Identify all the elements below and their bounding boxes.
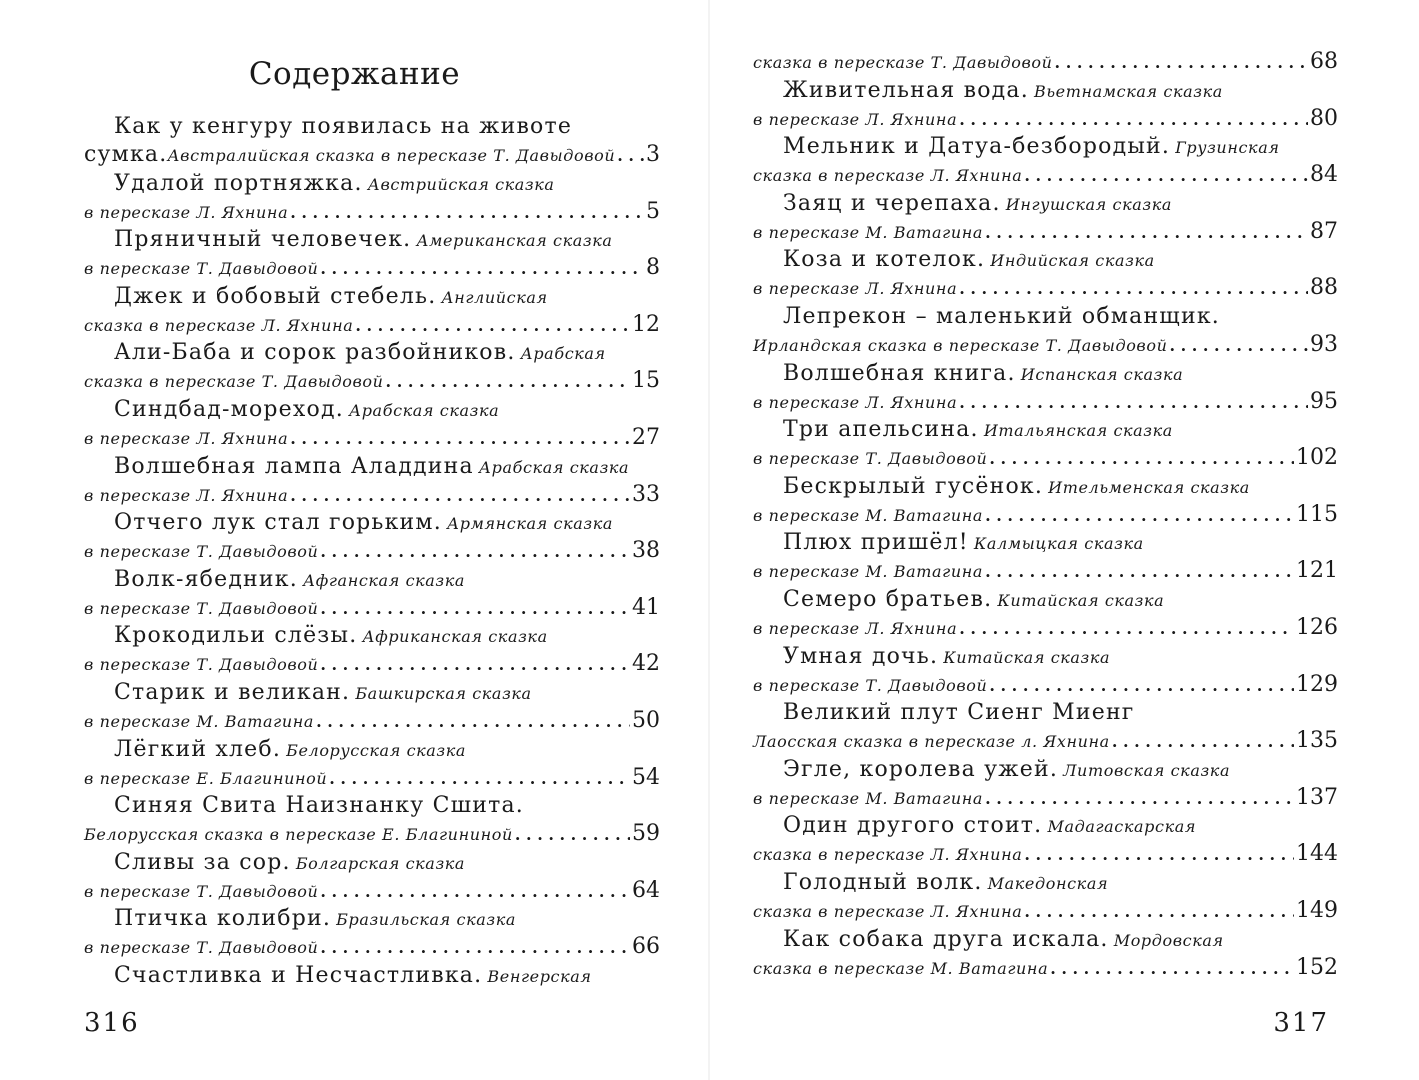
toc-entry	[753, 756, 1338, 813]
page-title: Содержание	[248, 56, 461, 92]
toc-leader-dots	[320, 934, 630, 962]
toc-entry-origin-start: Болгарская сказка	[295, 853, 466, 873]
page-number-left: 316	[84, 1008, 140, 1038]
toc-entry-page: 12	[632, 311, 660, 337]
toc-entry-line	[84, 877, 660, 906]
toc-entry-continued	[753, 48, 1338, 77]
toc-entry-page: 64	[632, 877, 660, 903]
toc-entry-line	[84, 820, 660, 849]
toc-entry	[84, 905, 660, 962]
toc-entry	[84, 962, 660, 990]
toc-entry-heading	[753, 246, 1338, 274]
toc-entry-origin: в пересказе Е. Благининой	[84, 768, 328, 788]
toc-entry-line	[753, 954, 1338, 983]
toc-entry-heading	[753, 926, 1338, 954]
toc-leader-dots	[515, 821, 630, 849]
toc-entry	[753, 246, 1338, 303]
toc-entry-heading	[753, 303, 1338, 331]
toc-entry-line	[753, 218, 1338, 247]
toc-entry-page: 135	[1296, 728, 1338, 754]
toc-entry-heading	[753, 473, 1338, 501]
toc-entry-origin: сказка в пересказе Л. Яхнина	[753, 166, 1023, 186]
toc-entry-origin: в пересказе Л. Яхнина	[84, 202, 289, 222]
toc-list-right	[753, 48, 1338, 982]
toc-entry-origin: в пересказе Т. Давыдовой	[84, 542, 319, 562]
toc-leader-dots	[1169, 332, 1308, 360]
toc-entry-origin: сказка в пересказе Т. Давыдовой	[753, 53, 1053, 72]
toc-entry-title: Умная дочь.	[783, 643, 939, 669]
toc-entry-page: 126	[1296, 614, 1338, 640]
toc-leader-dots	[290, 425, 630, 453]
toc-entry-origin: в пересказе Л. Яхнина	[753, 618, 958, 638]
toc-entry-title: Волшебная лампа Аладдина	[114, 453, 474, 479]
toc-leader-dots	[1055, 49, 1308, 77]
toc-entry	[84, 170, 660, 227]
toc-entry-line	[753, 840, 1338, 869]
toc-entry-origin: в пересказе Т. Давыдовой	[84, 655, 319, 675]
toc-entry-origin-start: Китайская сказка	[943, 647, 1111, 667]
toc-entry-heading	[84, 736, 660, 764]
toc-entry-origin: Австралийская сказка в пересказе Т. Давыдовой	[167, 146, 616, 165]
toc-leader-dots	[290, 199, 644, 227]
page-number-right: 317	[1273, 1008, 1329, 1038]
toc-leader-dots	[989, 445, 1294, 473]
toc-entry-origin-start: Индийская сказка	[990, 251, 1155, 271]
toc-entry-line	[84, 933, 660, 962]
toc-entry	[753, 926, 1338, 983]
toc-entry-line	[84, 367, 660, 396]
toc-entry	[84, 566, 660, 623]
toc-entry-line	[753, 897, 1338, 926]
toc-entry-line	[84, 254, 660, 283]
toc-entry-heading	[753, 699, 1338, 727]
toc-entry-page: 84	[1310, 162, 1338, 188]
toc-entry-page: 87	[1310, 218, 1338, 244]
toc-entry-title: Отчего лук стал горьким.	[114, 510, 442, 536]
toc-entry-page: 93	[1310, 331, 1338, 357]
toc-entry-line	[84, 311, 660, 340]
toc-entry-title: Синдбад-мореход.	[114, 396, 344, 422]
toc-entry-origin-start: Арабская сказка	[478, 457, 630, 477]
toc-entry-title-cont: сумка.	[84, 142, 168, 167]
toc-entry-origin: сказка в пересказе Т. Давыдовой	[84, 372, 384, 392]
toc-entry-heading	[84, 339, 660, 367]
toc-entry-title: Джек и бобовый стебель.	[114, 283, 437, 309]
toc-entry-page: 41	[632, 594, 660, 620]
toc-entry-origin: сказка в пересказе Л. Яхнина	[753, 845, 1023, 865]
toc-entry-origin: в пересказе Т. Давыдовой	[84, 938, 319, 958]
toc-entry-page: 121	[1296, 558, 1338, 584]
toc-entry-heading	[84, 566, 660, 594]
toc-entry-title: Али-Баба и сорок разбойников.	[114, 340, 516, 366]
toc-entry-heading	[753, 360, 1338, 388]
toc-entry-page: 102	[1296, 445, 1338, 471]
toc-entry	[753, 812, 1338, 869]
toc-entry-page: 80	[1310, 105, 1338, 131]
toc-entry-origin: в пересказе Л. Яхнина	[84, 485, 289, 505]
toc-entry-title: Один другого стоит.	[783, 813, 1043, 839]
toc-list-left	[84, 113, 660, 990]
left-page	[0, 0, 709, 1080]
toc-entry-page: 3	[646, 142, 660, 167]
toc-entry-page: 38	[632, 538, 660, 564]
toc-entry-heading	[84, 113, 660, 141]
toc-entry-heading	[753, 643, 1338, 671]
toc-leader-dots	[1112, 728, 1294, 756]
toc-entry-title: Три апельсина.	[783, 417, 979, 443]
toc-entry-heading	[84, 849, 660, 877]
toc-entry-title: Живительная вода.	[783, 77, 1029, 103]
toc-entry	[84, 849, 660, 906]
toc-entry-origin-start: Мадагаскарская	[1047, 817, 1197, 837]
toc-entry-heading	[753, 77, 1338, 105]
toc-entry-heading	[84, 622, 660, 650]
toc-entry-heading	[84, 905, 660, 933]
toc-entry-title: Удалой портняжка.	[114, 170, 363, 196]
toc-entry-page: 68	[1310, 49, 1338, 74]
toc-entry-page: 15	[632, 368, 660, 394]
toc-entry-origin-start: Литовская сказка	[1063, 760, 1231, 780]
toc-entry-heading	[753, 869, 1338, 897]
toc-entry-line	[753, 444, 1338, 473]
toc-entry-heading	[84, 283, 660, 311]
toc-entry-page: 8	[646, 255, 660, 281]
toc-entry-heading	[753, 756, 1338, 784]
toc-entry-heading	[84, 679, 660, 707]
toc-entry-line	[84, 141, 660, 170]
toc-entry-page: 59	[632, 821, 660, 847]
toc-entry-title: Семеро братьев.	[783, 586, 993, 612]
toc-entry-page: 42	[632, 651, 660, 677]
toc-entry-origin-start: Ительменская сказка	[1048, 477, 1250, 497]
toc-entry-origin-start: Итальянская сказка	[983, 421, 1173, 441]
toc-entry-line	[84, 198, 660, 227]
toc-entry-page: 149	[1296, 897, 1338, 923]
toc-entry-page: 115	[1296, 501, 1338, 527]
toc-entry-title: Птичка колибри.	[114, 906, 332, 932]
toc-leader-dots	[1050, 955, 1294, 983]
toc-entry-origin: в пересказе Т. Давыдовой	[753, 675, 988, 695]
toc-entry-heading	[84, 792, 660, 820]
toc-entry	[753, 586, 1338, 643]
toc-entry	[84, 226, 660, 283]
toc-entry-line	[753, 48, 1338, 77]
toc-leader-dots	[386, 368, 630, 396]
toc-entry	[84, 339, 660, 396]
toc-entry-title: Волк-ябедник.	[114, 566, 298, 592]
toc-entry-origin: Лаосская сказка в пересказе л. Яхнина	[753, 732, 1110, 752]
toc-entry-page: 129	[1296, 671, 1338, 697]
toc-entry-heading	[753, 190, 1338, 218]
toc-entry	[753, 699, 1338, 756]
toc-entry-origin: в пересказе М. Ватагина	[753, 505, 984, 525]
toc-entry-page: 27	[632, 424, 660, 450]
toc-entry	[753, 473, 1338, 530]
toc-leader-dots	[320, 595, 630, 623]
toc-leader-dots	[617, 142, 644, 170]
toc-entry-page: 137	[1296, 784, 1338, 810]
toc-entry-title: Плюх пришёл!	[783, 530, 969, 556]
toc-entry-origin-start: Македонская	[987, 873, 1109, 893]
toc-leader-dots	[985, 785, 1294, 813]
toc-entry-origin-start: Вьетнамская сказка	[1034, 81, 1223, 101]
toc-leader-dots	[1024, 162, 1308, 190]
toc-entry-title: Счастливка и Несчастливка.	[114, 962, 483, 988]
toc-entry-title: Заяц и черепаха.	[783, 190, 1001, 216]
toc-entry-heading	[84, 396, 660, 424]
toc-entry-origin-start: Африканская сказка	[362, 627, 548, 647]
toc-entry-line	[753, 784, 1338, 813]
toc-entry	[84, 622, 660, 679]
toc-entry-origin-start: Арабская сказка	[349, 400, 500, 420]
toc-leader-dots	[985, 502, 1294, 530]
toc-entry-heading	[84, 962, 660, 990]
toc-entry-page: 152	[1296, 954, 1338, 980]
toc-entry-heading	[753, 812, 1338, 840]
toc-entry-title: Волшебная книга.	[783, 360, 1016, 386]
toc-leader-dots	[959, 106, 1308, 134]
toc-leader-dots	[1024, 841, 1294, 869]
toc-entry-title: Голодный волк.	[783, 869, 983, 895]
toc-entry-origin-start: Австрийская сказка	[367, 174, 555, 194]
toc-entry-page: 88	[1310, 275, 1338, 301]
toc-entry-origin: Ирландская сказка в пересказе Т. Давыдовой	[753, 335, 1168, 355]
toc-entry-origin: в пересказе Л. Яхнина	[753, 109, 958, 129]
toc-entry-line	[753, 161, 1338, 190]
toc-entry-origin: сказка в пересказе Л. Яхнина	[753, 901, 1023, 921]
toc-entry-origin: в пересказе М. Ватагина	[84, 711, 315, 731]
toc-entry-origin: в пересказе М. Ватагина	[753, 562, 984, 582]
toc-entry-origin-start: Белорусская сказка	[286, 740, 467, 760]
toc-entry-origin: в пересказе Л. Яхнина	[753, 279, 958, 299]
toc-entry-origin-start: Мордовская	[1113, 930, 1224, 950]
toc-leader-dots	[959, 275, 1308, 303]
toc-leader-dots	[959, 389, 1308, 417]
toc-entry-line	[753, 614, 1338, 643]
toc-entry-origin: в пересказе Л. Яхнина	[753, 392, 958, 412]
toc-entry-origin: сказка в пересказе Л. Яхнина	[84, 315, 354, 335]
toc-entry-title: Сливы за сор.	[114, 849, 291, 875]
toc-entry-heading	[84, 226, 660, 254]
toc-leader-dots	[320, 538, 630, 566]
toc-entry-heading	[84, 170, 660, 198]
toc-entry	[84, 792, 660, 849]
toc-entry-origin: сказка в пересказе М. Ватагина	[753, 958, 1049, 978]
toc-entry-title: Эгле, королева ужей.	[783, 756, 1059, 782]
toc-leader-dots	[989, 672, 1294, 700]
toc-entry	[84, 283, 660, 340]
toc-entry	[84, 113, 660, 170]
toc-entry-line	[753, 671, 1338, 700]
toc-entry-heading	[753, 529, 1338, 557]
toc-entry-origin-start: Бразильская сказка	[336, 910, 517, 930]
toc-entry-page: 54	[632, 764, 660, 790]
toc-entry-line	[753, 727, 1338, 756]
toc-entry-line	[753, 331, 1338, 360]
toc-entry	[753, 529, 1338, 586]
toc-entry	[753, 643, 1338, 700]
toc-entry-title: Мельник и Датуа-безбородый.	[783, 134, 1171, 160]
toc-entry-title: Бескрылый гусёнок.	[783, 473, 1044, 499]
toc-entry-origin-start: Калмыцкая сказка	[973, 534, 1144, 554]
toc-entry-title: Коза и котелок.	[783, 247, 986, 273]
toc-entry-page: 95	[1310, 388, 1338, 414]
toc-entry-page: 33	[632, 481, 660, 507]
toc-entry-heading	[84, 453, 660, 481]
toc-leader-dots	[329, 765, 630, 793]
toc-entry-origin-start: Китайская сказка	[997, 590, 1165, 610]
toc-entry-title: Синяя Свита Наизнанку Сшита.	[114, 793, 524, 819]
toc-entry-heading	[753, 416, 1338, 444]
toc-entry-origin-start: Венгерская	[487, 966, 592, 986]
toc-entry-title: Лепрекон – маленький обманщик.	[783, 303, 1220, 329]
toc-leader-dots	[320, 878, 630, 906]
toc-leader-dots	[355, 312, 630, 340]
toc-leader-dots	[320, 255, 644, 283]
right-page	[709, 0, 1419, 1080]
toc-entry-title: Пряничный человечек.	[114, 227, 412, 253]
toc-entry-origin-start: Грузинская	[1175, 138, 1280, 158]
toc-entry-line	[753, 274, 1338, 303]
toc-entry	[753, 303, 1338, 360]
toc-entry-origin-start: Ингушская сказка	[1005, 194, 1172, 214]
toc-entry-line	[753, 557, 1338, 586]
toc-entry-title: Как у кенгуру появилась на животе	[114, 114, 573, 139]
toc-entry-line	[84, 594, 660, 623]
toc-entry	[753, 416, 1338, 473]
toc-entry-title: Старик и великан.	[114, 679, 351, 705]
toc-entry-origin-start: Арабская	[520, 344, 606, 364]
toc-entry-title: Как собака друга искала.	[783, 926, 1109, 952]
toc-entry-origin: в пересказе Т. Давыдовой	[84, 598, 319, 618]
toc-entry	[84, 396, 660, 453]
toc-entry	[753, 190, 1338, 247]
toc-leader-dots	[1024, 898, 1294, 926]
toc-entry	[84, 736, 660, 793]
toc-entry-heading	[84, 509, 660, 537]
toc-leader-dots	[316, 708, 630, 736]
toc-entry-line	[753, 388, 1338, 417]
toc-entry-line	[84, 424, 660, 453]
toc-entry-line	[84, 707, 660, 736]
toc-entry-page: 5	[646, 198, 660, 224]
toc-entry-origin: в пересказе Т. Давыдовой	[84, 881, 319, 901]
toc-entry-title: Лёгкий хлеб.	[114, 736, 282, 762]
toc-entry-line	[84, 481, 660, 510]
toc-entry-origin: Белорусская сказка в пересказе Е. Благининой	[84, 825, 513, 845]
toc-entry-origin-start: Английская	[441, 287, 548, 307]
toc-entry-origin: в пересказе М. Ватагина	[753, 788, 984, 808]
toc-entry-line	[753, 105, 1338, 134]
toc-entry-line	[84, 537, 660, 566]
toc-entry-origin-start: Афганская сказка	[303, 570, 466, 590]
toc-entry-title: Великий плут Сиенг Миенг	[783, 700, 1135, 726]
toc-entry-origin: в пересказе Т. Давыдовой	[753, 449, 988, 469]
toc-entry	[753, 360, 1338, 417]
toc-leader-dots	[959, 615, 1294, 643]
toc-leader-dots	[320, 651, 630, 679]
toc-entry-origin: в пересказе Т. Давыдовой	[84, 259, 319, 279]
toc-entry-heading	[753, 133, 1338, 161]
toc-leader-dots	[985, 558, 1294, 586]
toc-entry-title: Крокодильи слёзы.	[114, 623, 358, 649]
toc-entry-page: 66	[632, 934, 660, 960]
toc-entry-line	[84, 650, 660, 679]
toc-entry-origin-start: Башкирская сказка	[355, 683, 532, 703]
toc-entry-origin-start: Испанская сказка	[1020, 364, 1184, 384]
toc-leader-dots	[985, 219, 1308, 247]
toc-entry-page: 50	[632, 707, 660, 733]
toc-entry	[753, 133, 1338, 190]
toc-entry-page: 144	[1296, 841, 1338, 867]
toc-entry-origin: в пересказе М. Ватагина	[753, 222, 984, 242]
toc-entry	[84, 679, 660, 736]
toc-entry-heading	[753, 586, 1338, 614]
toc-leader-dots	[290, 482, 630, 510]
toc-entry-origin: в пересказе Л. Яхнина	[84, 428, 289, 448]
toc-entry-line	[753, 501, 1338, 530]
toc-entry	[753, 869, 1338, 926]
toc-entry-line	[84, 764, 660, 793]
toc-entry	[753, 77, 1338, 134]
toc-entry	[84, 453, 660, 510]
toc-entry-origin-start: Американская сказка	[416, 231, 613, 251]
toc-entry	[84, 509, 660, 566]
toc-entry-origin-start: Армянская сказка	[447, 514, 613, 534]
